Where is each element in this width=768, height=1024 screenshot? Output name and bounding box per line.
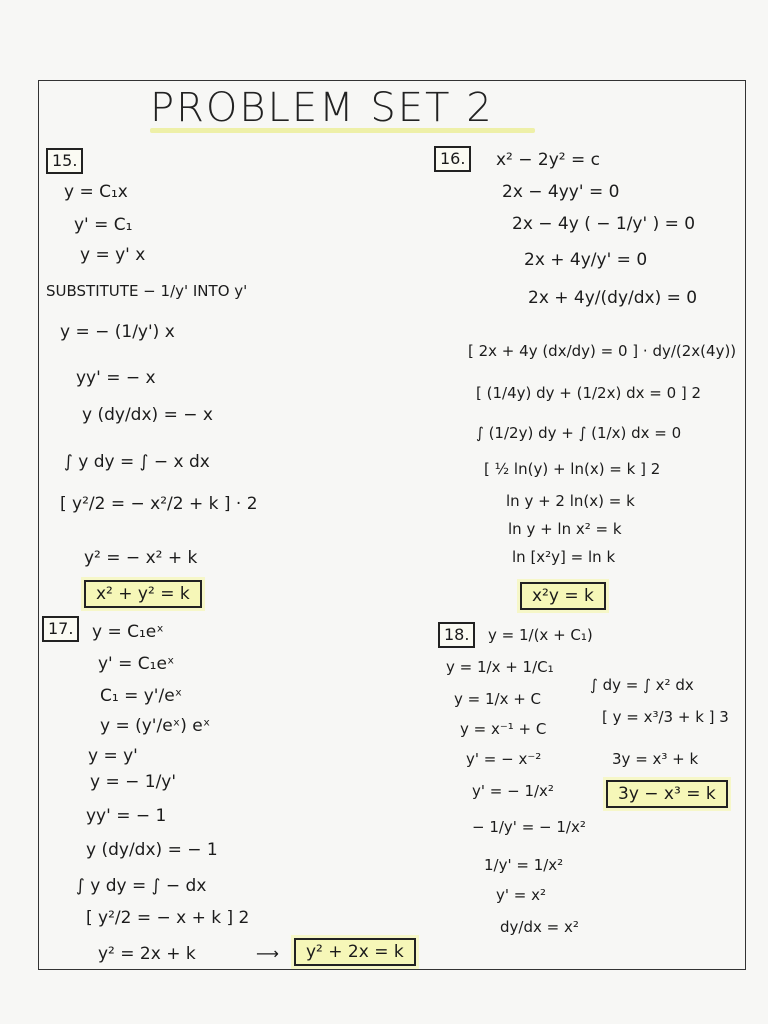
p15-line: y² = − x² + k: [84, 548, 198, 568]
p16-line: 2x − 4yy' = 0: [502, 182, 620, 202]
p15-line: y = C₁x: [64, 182, 128, 202]
p15-line: y (dy/dx) = − x: [82, 405, 213, 425]
p15-line: SUBSTITUTE − 1/y' INTO y': [46, 282, 248, 300]
problem-16-number: 16.: [434, 146, 471, 172]
p15-line: [ y²/2 = − x²/2 + k ] · 2: [60, 494, 258, 514]
p16-line: ln y + ln x² = k: [508, 520, 622, 538]
page-title: PROBLEM SET 2: [150, 85, 494, 131]
p17-line: [ y²/2 = − x + k ] 2: [86, 908, 250, 928]
p17-line: y = (y'/eˣ) eˣ: [100, 716, 211, 736]
p16-line: [ 2x + 4y (dx/dy) = 0 ] · dy/(2x(4y)): [468, 342, 737, 360]
arrow-right-icon: ⟶: [256, 944, 279, 963]
p18-line: y = 1/x + 1/C₁: [446, 658, 554, 676]
p18-answer-box: 3y − x³ = k: [606, 780, 728, 808]
problem-18-number: 18.: [438, 622, 475, 648]
p18-side-line: 3y = x³ + k: [612, 750, 699, 768]
p16-line: 2x + 4y/y' = 0: [524, 250, 648, 270]
p17-line: y² = 2x + k: [98, 944, 196, 964]
p18-line: y = 1/x + C: [454, 690, 542, 708]
p17-line: y' = C₁eˣ: [98, 654, 175, 674]
p16-line: x² − 2y² = c: [496, 150, 601, 170]
p16-line: [ ½ ln(y) + ln(x) = k ] 2: [484, 460, 661, 478]
p18-line: dy/dx = x²: [500, 918, 579, 936]
p15-line: y = y' x: [80, 245, 146, 265]
p16-line: 2x + 4y/(dy/dx) = 0: [528, 288, 698, 308]
p18-line: y = x⁻¹ + C: [460, 720, 547, 738]
p17-line: C₁ = y'/eˣ: [100, 686, 183, 706]
p15-line: y' = C₁: [74, 215, 133, 235]
p15-line: y = − (1/y') x: [60, 322, 175, 342]
p16-line: ∫ (1/2y) dy + ∫ (1/x) dx = 0: [476, 424, 682, 442]
p18-side-line: ∫ dy = ∫ x² dx: [590, 676, 694, 694]
p15-line: ∫ y dy = ∫ − x dx: [64, 452, 210, 472]
p15-line: yy' = − x: [76, 368, 156, 388]
p17-line: ∫ y dy = ∫ − dx: [76, 876, 207, 896]
p18-line: − 1/y' = − 1/x²: [472, 818, 586, 836]
problem-15-number: 15.: [46, 148, 83, 174]
p16-line: ln [x²y] = ln k: [512, 548, 616, 566]
p18-side-line: [ y = x³/3 + k ] 3: [602, 708, 729, 726]
p17-line: y = y': [88, 746, 138, 766]
p17-line: y = − 1/y': [90, 772, 177, 792]
p16-line: 2x − 4y ( − 1/y' ) = 0: [512, 214, 696, 234]
p17-line: yy' = − 1: [86, 806, 167, 826]
problem-17-number: 17.: [42, 616, 79, 642]
p17-line: y (dy/dx) = − 1: [86, 840, 218, 860]
p16-answer-box: x²y = k: [520, 582, 606, 610]
p17-line: y = C₁eˣ: [92, 622, 164, 642]
p16-line: ln y + 2 ln(x) = k: [506, 492, 635, 510]
p18-line: 1/y' = 1/x²: [484, 856, 564, 874]
p18-line: y' = x²: [496, 886, 546, 904]
p18-line: y = 1/(x + C₁): [488, 626, 593, 644]
p15-answer-box: x² + y² = k: [84, 580, 202, 608]
p16-line: [ (1/4y) dy + (1/2x) dx = 0 ] 2: [476, 384, 702, 402]
p18-line: y' = − x⁻²: [466, 750, 542, 768]
p17-answer-box: y² + 2x = k: [294, 938, 416, 966]
p18-line: y' = − 1/x²: [472, 782, 554, 800]
